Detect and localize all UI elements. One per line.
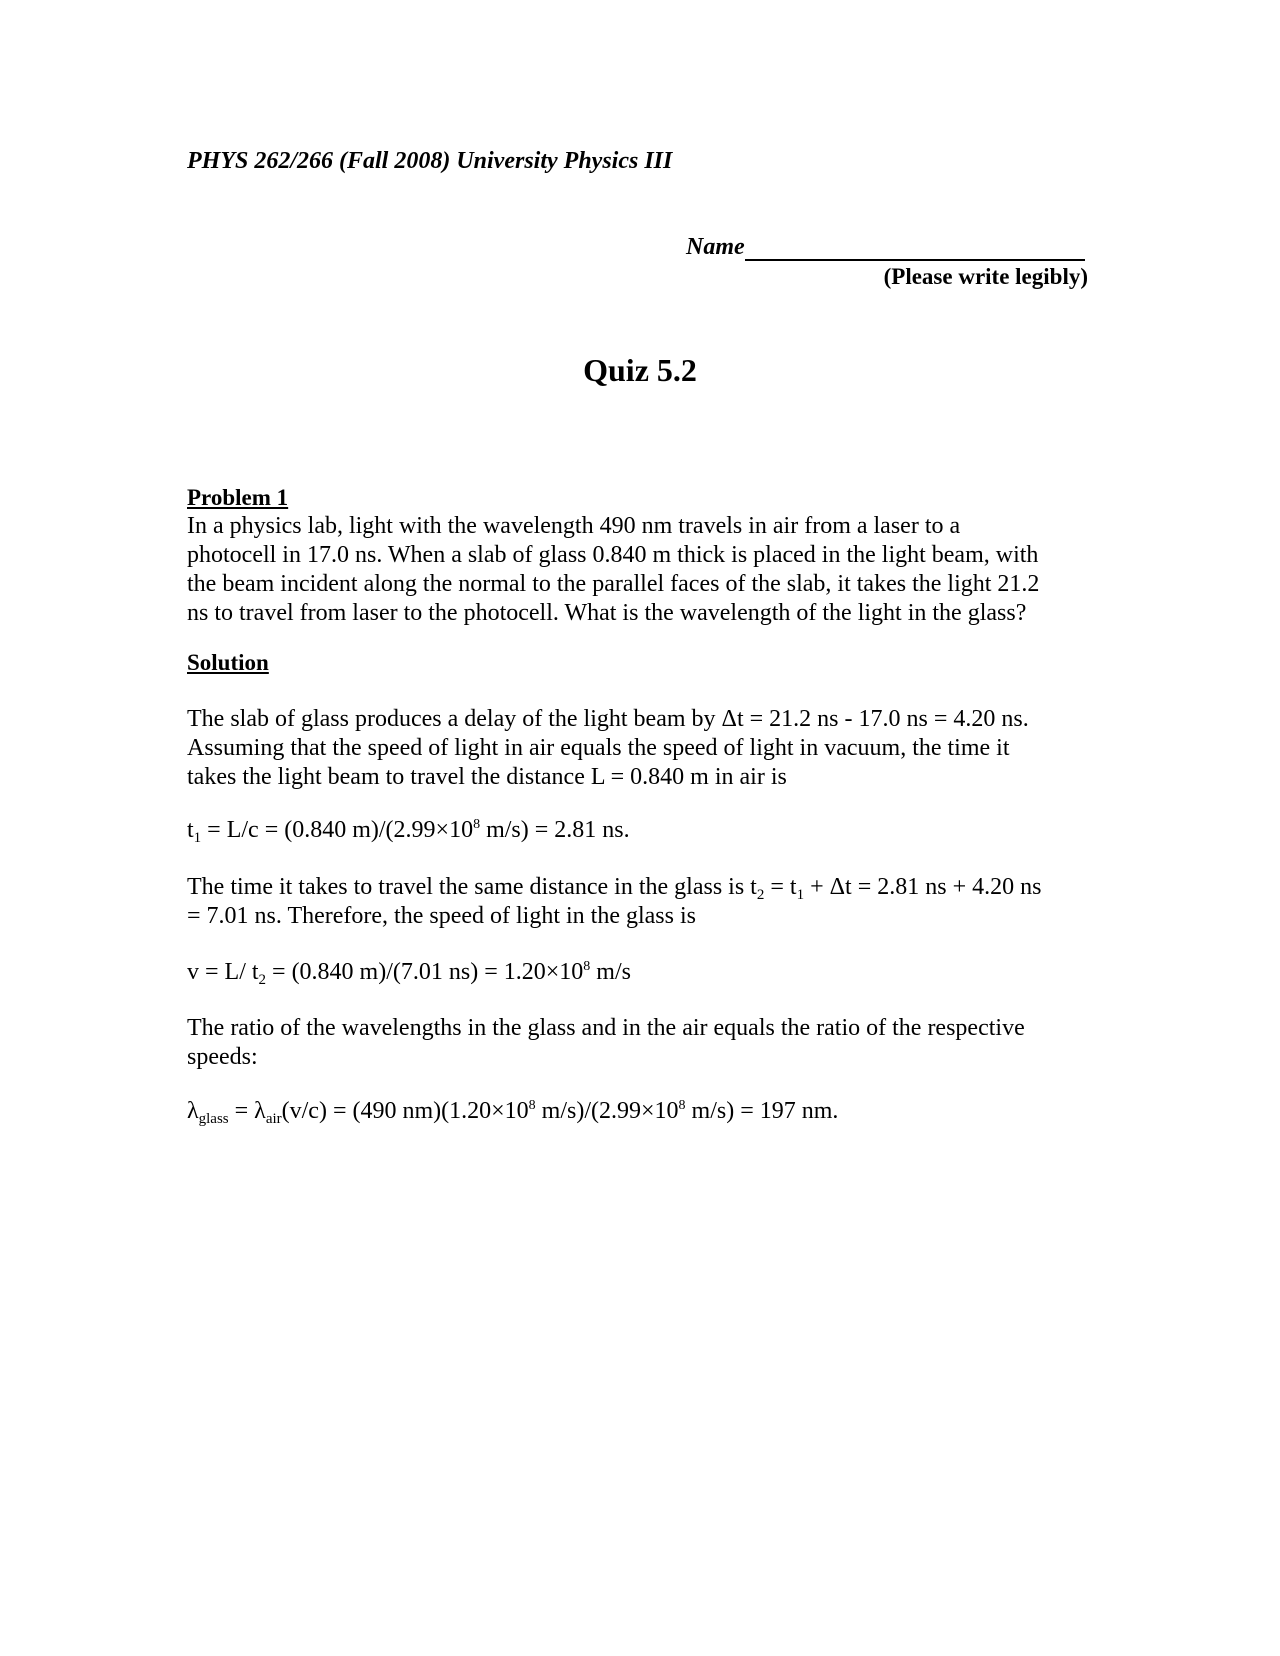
solution-text: = t xyxy=(764,874,797,900)
eq-text: = L/c = (0.840 m)/(2.99×10 xyxy=(201,817,474,843)
equation-lambda xyxy=(187,1097,1087,1126)
problem-heading: Problem 1 xyxy=(187,485,289,510)
problem-text xyxy=(187,512,1087,628)
solution-paragraph-2 xyxy=(187,873,1087,931)
eq-text: = (0.840 m)/(7.01 ns) = 1.20×10 xyxy=(266,959,584,985)
eq-text: = λ xyxy=(228,1098,266,1124)
eq-subscript: 2 xyxy=(258,972,267,988)
eq-text: m/s) = 2.81 ns. xyxy=(480,817,630,843)
solution-heading: Solution xyxy=(187,650,269,675)
solution-text: The time it takes to travel the same distance in the glass is t xyxy=(187,874,757,900)
eq-subscript: 2 xyxy=(756,887,765,903)
equation-v xyxy=(187,958,1087,987)
eq-symbol-t: t xyxy=(187,817,194,843)
problem-line: ns to travel from laser to the photocell. What is the wavelength of the light in the glass? xyxy=(187,600,1027,626)
eq-text: v = L/ t xyxy=(187,959,259,985)
solution-line: takes the light beam to travel the distance L = 0.840 m in air is xyxy=(187,764,787,790)
eq-exponent: 8 xyxy=(473,817,481,832)
eq-exponent: 8 xyxy=(528,1098,536,1113)
name-field-row xyxy=(686,234,1085,261)
eq-text: m/s)/(2.99×10 xyxy=(535,1098,679,1124)
eq-subscript: 1 xyxy=(193,830,202,846)
eq-subscript: air xyxy=(265,1111,282,1127)
eq-text: m/s) = 197 nm. xyxy=(685,1098,839,1124)
eq-exponent: 8 xyxy=(678,1098,686,1113)
problem-line: In a physics lab, light with the wavelength 490 nm travels in air from a laser to a xyxy=(187,513,961,539)
course-title: PHYS 262/266 (Fall 2008) University Physics III xyxy=(187,148,673,174)
solution-line: speeds: xyxy=(187,1044,258,1070)
eq-symbol-lambda: λ xyxy=(187,1098,199,1124)
legibly-note: (Please write legibly) xyxy=(883,264,1088,289)
eq-subscript: glass xyxy=(198,1111,229,1127)
solution-paragraph-3 xyxy=(187,1014,1087,1072)
solution-line: The slab of glass produces a delay of the light beam by Δt = 21.2 ns - 17.0 ns = 4.20 ns. xyxy=(187,706,1029,732)
equation-t1 xyxy=(187,816,1087,845)
name-label: Name xyxy=(686,234,745,260)
solution-line: The ratio of the wavelengths in the glass and in the air equals the ratio of the respective xyxy=(187,1015,1025,1041)
problem-line: the beam incident along the normal to the parallel faces of the slab, it takes the light 21.2 xyxy=(187,571,1040,597)
solution-line: = 7.01 ns. Therefore, the speed of light in the glass is xyxy=(187,903,696,929)
name-blank-line xyxy=(745,237,1085,261)
eq-exponent: 8 xyxy=(583,959,591,974)
eq-text: m/s xyxy=(590,959,631,985)
quiz-title: Quiz 5.2 xyxy=(583,352,697,388)
eq-subscript: 1 xyxy=(796,887,805,903)
solution-text: + Δt = 2.81 ns + 4.20 ns xyxy=(804,874,1042,900)
problem-line: photocell in 17.0 ns. When a slab of glass 0.840 m thick is placed in the light beam, with xyxy=(187,542,1039,568)
eq-text: (v/c) = (490 nm)(1.20×10 xyxy=(281,1098,529,1124)
solution-paragraph-1 xyxy=(187,705,1087,792)
solution-line: Assuming that the speed of light in air equals the speed of light in vacuum, the time it xyxy=(187,735,1010,761)
